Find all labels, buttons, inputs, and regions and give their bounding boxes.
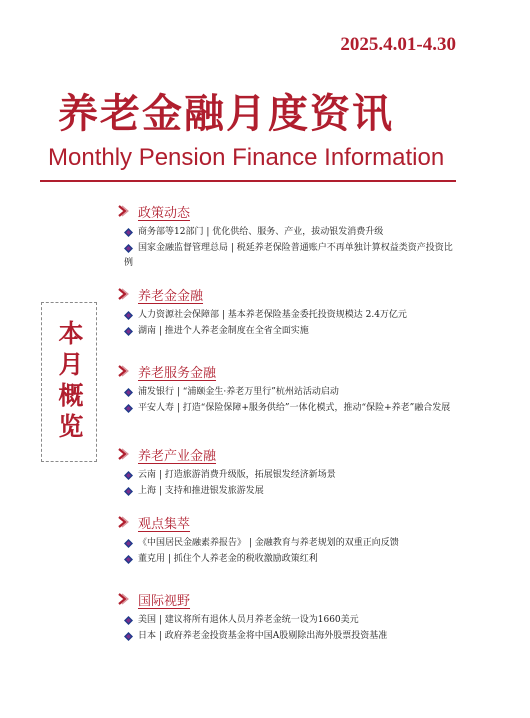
report-title-cn: 养老金融月度资讯 (58, 91, 394, 137)
news-item-text: 人力资源社会保障部 | 基本养老保险基金委托投资规模达 2.4万亿元 (138, 310, 407, 320)
news-item-text: 董克用 | 抓住个人养老金的税收激励政策红利 (138, 554, 318, 564)
diamond-bullet-icon (124, 539, 133, 548)
section-header (110, 283, 455, 305)
diamond-bullet-icon (124, 228, 133, 237)
section-0 (110, 200, 455, 272)
diamond-bullet-icon (124, 632, 133, 641)
news-item[interactable] (124, 401, 455, 416)
section-2 (110, 360, 455, 417)
news-item[interactable] (124, 552, 455, 567)
section-items (110, 225, 455, 271)
section-header (110, 200, 455, 222)
section-header (110, 511, 455, 533)
chevron-right-icon (116, 592, 130, 606)
section-items (110, 385, 455, 416)
chevron-right-icon (116, 447, 130, 461)
section-items (110, 536, 455, 567)
news-item[interactable] (124, 385, 455, 400)
news-item[interactable] (124, 308, 455, 323)
section-items (110, 308, 455, 339)
news-item[interactable] (124, 629, 455, 644)
diamond-bullet-icon (124, 471, 133, 480)
chevron-right-icon (116, 364, 130, 378)
news-item-text: 湖南 | 推进个人养老金制度在全省全面实施 (138, 326, 309, 336)
report-date: 2025.4.01-4.30 (340, 34, 456, 55)
section-3 (110, 443, 455, 500)
overview-label: 本月概览 (55, 320, 84, 444)
title-divider (40, 180, 456, 182)
overview-box (41, 302, 97, 462)
section-items (110, 468, 455, 499)
chevron-right-icon (116, 287, 130, 301)
section-header (110, 588, 455, 610)
diamond-bullet-icon (124, 487, 133, 496)
news-item[interactable] (124, 536, 455, 551)
news-item[interactable] (124, 324, 455, 339)
news-item[interactable] (124, 241, 455, 271)
report-title-en: Monthly Pension Finance Information (48, 144, 445, 171)
diamond-bullet-icon (124, 327, 133, 336)
section-title[interactable]: 养老金金融 (138, 288, 204, 304)
section-title[interactable]: 观点集萃 (138, 516, 191, 532)
chevron-right-icon (116, 204, 130, 218)
news-item-text: 《中国居民金融素养报告》 | 金融教育与养老规划的双重正向反馈 (138, 538, 399, 548)
news-item-text: 日本 | 政府养老金投资基金将中国A股剔除出海外股票投资基准 (138, 631, 388, 641)
section-header (110, 360, 455, 382)
news-item[interactable] (124, 484, 455, 499)
section-items (110, 613, 455, 644)
section-title[interactable]: 养老产业金融 (138, 448, 217, 464)
diamond-bullet-icon (124, 388, 133, 397)
section-1 (110, 283, 455, 340)
diamond-bullet-icon (124, 616, 133, 625)
section-5 (110, 588, 455, 645)
section-4 (110, 511, 455, 568)
news-item-text: 美国 | 建议将所有退休人员月养老金统一设为1660美元 (138, 615, 359, 625)
section-header (110, 443, 455, 465)
diamond-bullet-icon (124, 311, 133, 320)
section-title[interactable]: 养老服务金融 (138, 365, 217, 381)
diamond-bullet-icon (124, 244, 133, 253)
news-item-text: 平安人寿 | 打造“保险保障+服务供给”一体化模式，推动“保险+养老”融合发展 (138, 403, 451, 413)
diamond-bullet-icon (124, 404, 133, 413)
chevron-right-icon (116, 515, 130, 529)
section-title[interactable]: 国际视野 (138, 593, 191, 609)
news-item[interactable] (124, 468, 455, 483)
news-item-text: 商务部等12部门 | 优化供给、服务、产业，拔动银发消费升级 (138, 227, 384, 237)
news-item-text: 国家金融监督管理总局 | 税延养老保险普通账户不再单独计算权益类资产投资比例 (124, 243, 453, 268)
section-title[interactable]: 政策动态 (138, 205, 191, 221)
news-item[interactable] (124, 613, 455, 628)
news-item-text: 上海 | 支持和推进银发旅游发展 (138, 486, 264, 496)
news-item-text: 浦发银行 | “浦颐金生·养老万里行”杭州站活动启动 (138, 387, 339, 397)
news-item[interactable] (124, 225, 455, 240)
diamond-bullet-icon (124, 555, 133, 564)
news-item-text: 云南 | 打造旅游消费升级版，拓展银发经济新场景 (138, 470, 336, 480)
